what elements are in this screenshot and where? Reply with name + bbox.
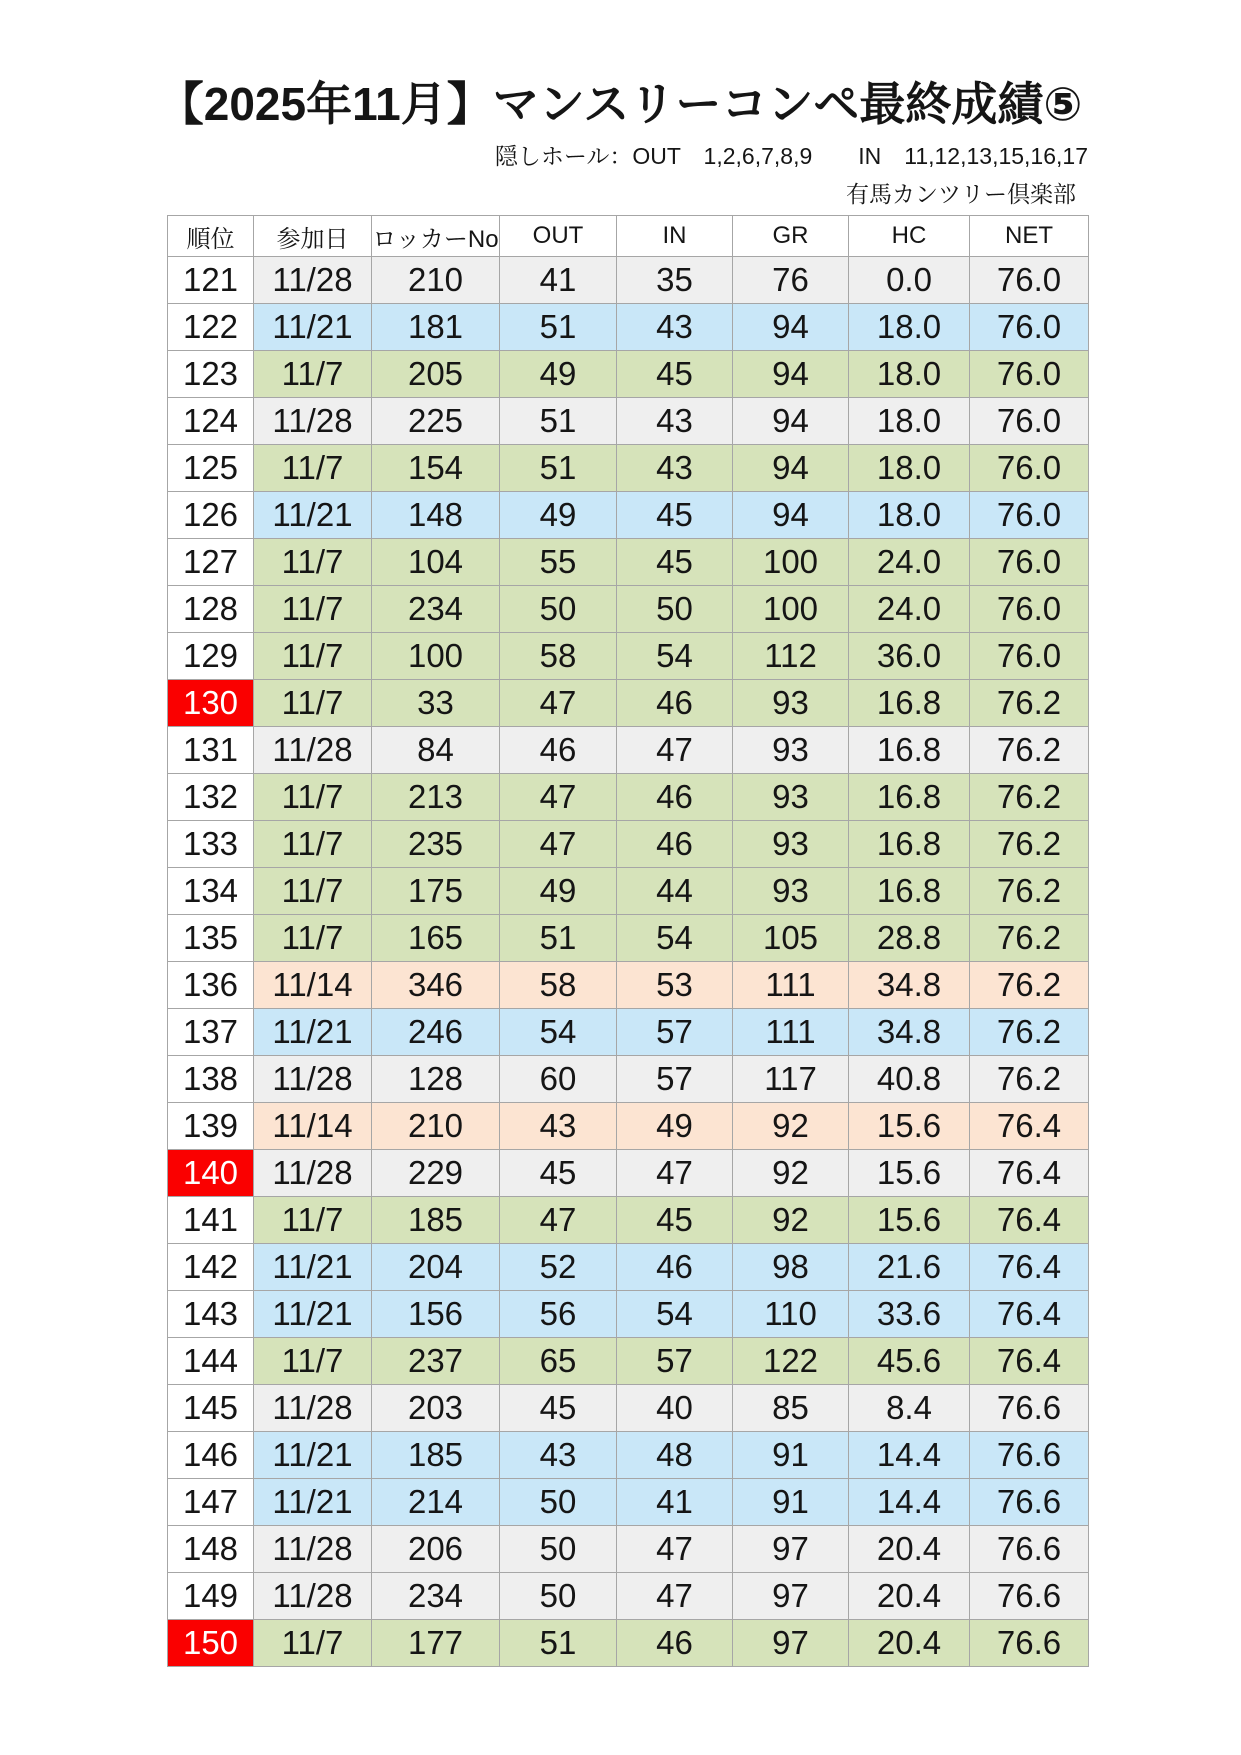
cell-in: 41 [617,1479,733,1526]
cell-in: 57 [617,1009,733,1056]
cell-in: 45 [617,1197,733,1244]
cell-date: 11/7 [254,539,372,586]
cell-net: 76.0 [970,492,1089,539]
column-header-hc: HC [849,216,970,257]
cell-net: 76.0 [970,257,1089,304]
cell-locker: 225 [372,398,500,445]
cell-gr: 97 [733,1620,849,1667]
cell-in: 45 [617,492,733,539]
cell-in: 43 [617,445,733,492]
cell-hc: 15.6 [849,1103,970,1150]
cell-rank: 147 [168,1479,254,1526]
cell-in: 47 [617,1150,733,1197]
cell-date: 11/7 [254,680,372,727]
cell-date: 11/28 [254,1385,372,1432]
cell-gr: 112 [733,633,849,680]
cell-date: 11/21 [254,1009,372,1056]
cell-in: 46 [617,680,733,727]
cell-locker: 204 [372,1244,500,1291]
cell-locker: 229 [372,1150,500,1197]
cell-locker: 104 [372,539,500,586]
cell-gr: 93 [733,868,849,915]
cell-gr: 94 [733,304,849,351]
cell-gr: 93 [733,680,849,727]
cell-locker: 234 [372,586,500,633]
cell-rank: 134 [168,868,254,915]
cell-hc: 8.4 [849,1385,970,1432]
cell-gr: 100 [733,586,849,633]
cell-date: 11/7 [254,445,372,492]
cell-gr: 93 [733,727,849,774]
cell-locker: 156 [372,1291,500,1338]
table-row [168,1526,1089,1573]
cell-out: 58 [500,633,617,680]
cell-out: 45 [500,1385,617,1432]
cell-rank: 130 [168,680,254,727]
cell-locker: 100 [372,633,500,680]
cell-gr: 93 [733,821,849,868]
table-row [168,586,1089,633]
cell-gr: 97 [733,1526,849,1573]
cell-net: 76.6 [970,1479,1089,1526]
cell-net: 76.4 [970,1150,1089,1197]
cell-rank: 121 [168,257,254,304]
cell-rank: 124 [168,398,254,445]
cell-rank: 142 [168,1244,254,1291]
cell-net: 76.2 [970,868,1089,915]
cell-rank: 144 [168,1338,254,1385]
cell-rank: 150 [168,1620,254,1667]
cell-locker: 234 [372,1573,500,1620]
cell-in: 49 [617,1103,733,1150]
cell-net: 76.0 [970,445,1089,492]
cell-gr: 105 [733,915,849,962]
cell-out: 47 [500,774,617,821]
table-row [168,962,1089,1009]
cell-hc: 24.0 [849,586,970,633]
cell-in: 45 [617,351,733,398]
cell-rank: 133 [168,821,254,868]
cell-date: 11/21 [254,1479,372,1526]
cell-locker: 237 [372,1338,500,1385]
table-row [168,304,1089,351]
cell-out: 56 [500,1291,617,1338]
cell-out: 51 [500,304,617,351]
cell-in: 47 [617,727,733,774]
cell-hc: 34.8 [849,1009,970,1056]
cell-rank: 126 [168,492,254,539]
cell-out: 43 [500,1432,617,1479]
column-header-locker: ロッカーNo [372,216,500,257]
results-table [167,215,1089,1667]
cell-out: 49 [500,868,617,915]
cell-rank: 125 [168,445,254,492]
cell-date: 11/21 [254,1291,372,1338]
cell-out: 51 [500,1620,617,1667]
cell-date: 11/7 [254,633,372,680]
cell-date: 11/28 [254,1526,372,1573]
table-row [168,492,1089,539]
table-row [168,1009,1089,1056]
cell-out: 49 [500,351,617,398]
table-row [168,1103,1089,1150]
cell-net: 76.0 [970,398,1089,445]
hidden-holes-subtitle: 隠しホール：OUT 1,2,6,7,8,9 IN 11,12,13,15,16,17 [494,143,1088,169]
cell-net: 76.4 [970,1244,1089,1291]
cell-in: 57 [617,1338,733,1385]
cell-out: 46 [500,727,617,774]
cell-locker: 246 [372,1009,500,1056]
cell-out: 60 [500,1056,617,1103]
cell-gr: 92 [733,1197,849,1244]
cell-rank: 139 [168,1103,254,1150]
table-row [168,633,1089,680]
table-row [168,398,1089,445]
cell-in: 47 [617,1573,733,1620]
cell-date: 11/28 [254,727,372,774]
table-row [168,774,1089,821]
cell-date: 11/14 [254,962,372,1009]
table-row [168,351,1089,398]
cell-locker: 213 [372,774,500,821]
cell-rank: 123 [168,351,254,398]
cell-locker: 33 [372,680,500,727]
cell-in: 45 [617,539,733,586]
cell-date: 11/7 [254,821,372,868]
cell-hc: 15.6 [849,1197,970,1244]
column-header-net: NET [970,216,1089,257]
column-header-out: OUT [500,216,617,257]
cell-out: 43 [500,1103,617,1150]
table-row [168,1056,1089,1103]
cell-net: 76.2 [970,774,1089,821]
cell-net: 76.2 [970,821,1089,868]
cell-gr: 122 [733,1338,849,1385]
cell-out: 47 [500,821,617,868]
cell-rank: 140 [168,1150,254,1197]
cell-date: 11/7 [254,1338,372,1385]
cell-locker: 148 [372,492,500,539]
column-header-rank: 順位 [168,216,254,257]
cell-in: 46 [617,1620,733,1667]
table-row [168,257,1089,304]
cell-out: 50 [500,586,617,633]
table-row [168,915,1089,962]
cell-out: 47 [500,680,617,727]
cell-gr: 111 [733,1009,849,1056]
cell-out: 51 [500,915,617,962]
table-row [168,821,1089,868]
cell-locker: 185 [372,1432,500,1479]
cell-gr: 92 [733,1150,849,1197]
cell-date: 11/7 [254,915,372,962]
cell-net: 76.2 [970,1009,1089,1056]
cell-date: 11/7 [254,1620,372,1667]
cell-locker: 210 [372,257,500,304]
cell-net: 76.6 [970,1526,1089,1573]
cell-in: 43 [617,398,733,445]
cell-in: 54 [617,1291,733,1338]
cell-hc: 16.8 [849,727,970,774]
cell-locker: 84 [372,727,500,774]
cell-net: 76.0 [970,351,1089,398]
cell-in: 46 [617,1244,733,1291]
cell-rank: 132 [168,774,254,821]
cell-out: 47 [500,1197,617,1244]
cell-hc: 33.6 [849,1291,970,1338]
cell-net: 76.2 [970,915,1089,962]
cell-hc: 28.8 [849,915,970,962]
cell-date: 11/28 [254,1150,372,1197]
cell-hc: 16.8 [849,774,970,821]
cell-hc: 20.4 [849,1526,970,1573]
cell-gr: 94 [733,351,849,398]
cell-date: 11/21 [254,492,372,539]
cell-rank: 149 [168,1573,254,1620]
cell-hc: 0.0 [849,257,970,304]
cell-rank: 135 [168,915,254,962]
cell-in: 35 [617,257,733,304]
cell-in: 40 [617,1385,733,1432]
cell-locker: 128 [372,1056,500,1103]
cell-locker: 205 [372,351,500,398]
cell-locker: 154 [372,445,500,492]
table-row [168,1197,1089,1244]
cell-in: 47 [617,1526,733,1573]
cell-date: 11/21 [254,1244,372,1291]
table-row [168,539,1089,586]
cell-rank: 143 [168,1291,254,1338]
cell-hc: 16.8 [849,821,970,868]
cell-date: 11/7 [254,774,372,821]
cell-gr: 94 [733,445,849,492]
cell-hc: 36.0 [849,633,970,680]
cell-hc: 24.0 [849,539,970,586]
cell-locker: 175 [372,868,500,915]
cell-hc: 40.8 [849,1056,970,1103]
cell-in: 46 [617,774,733,821]
cell-in: 54 [617,633,733,680]
cell-in: 57 [617,1056,733,1103]
cell-net: 76.4 [970,1103,1089,1150]
cell-date: 11/7 [254,1197,372,1244]
cell-out: 41 [500,257,617,304]
table-row [168,1432,1089,1479]
cell-out: 49 [500,492,617,539]
cell-locker: 235 [372,821,500,868]
cell-hc: 18.0 [849,492,970,539]
column-header-date: 参加日 [254,216,372,257]
cell-hc: 21.6 [849,1244,970,1291]
cell-locker: 177 [372,1620,500,1667]
cell-date: 11/7 [254,868,372,915]
cell-out: 50 [500,1526,617,1573]
cell-date: 11/28 [254,398,372,445]
cell-gr: 93 [733,774,849,821]
cell-hc: 15.6 [849,1150,970,1197]
cell-locker: 206 [372,1526,500,1573]
column-header-in: IN [617,216,733,257]
cell-locker: 165 [372,915,500,962]
cell-gr: 111 [733,962,849,1009]
table-row [168,1385,1089,1432]
cell-out: 50 [500,1573,617,1620]
cell-date: 11/28 [254,1573,372,1620]
cell-rank: 138 [168,1056,254,1103]
cell-date: 11/14 [254,1103,372,1150]
cell-net: 76.2 [970,962,1089,1009]
cell-gr: 91 [733,1432,849,1479]
cell-gr: 98 [733,1244,849,1291]
cell-net: 76.2 [970,1056,1089,1103]
cell-gr: 85 [733,1385,849,1432]
cell-locker: 346 [372,962,500,1009]
cell-net: 76.0 [970,539,1089,586]
table-row [168,1573,1089,1620]
cell-hc: 34.8 [849,962,970,1009]
cell-rank: 137 [168,1009,254,1056]
cell-out: 58 [500,962,617,1009]
column-header-gr: GR [733,216,849,257]
cell-out: 54 [500,1009,617,1056]
table-row [168,1479,1089,1526]
cell-gr: 110 [733,1291,849,1338]
cell-date: 11/7 [254,351,372,398]
cell-out: 55 [500,539,617,586]
cell-gr: 97 [733,1573,849,1620]
table-row [168,868,1089,915]
cell-net: 76.2 [970,727,1089,774]
cell-hc: 18.0 [849,351,970,398]
cell-gr: 91 [733,1479,849,1526]
cell-in: 44 [617,868,733,915]
club-name: 有馬カンツリー倶楽部 [846,181,1076,207]
cell-hc: 16.8 [849,868,970,915]
table-row [168,680,1089,727]
cell-net: 76.6 [970,1432,1089,1479]
cell-net: 76.0 [970,586,1089,633]
cell-hc: 16.8 [849,680,970,727]
cell-hc: 14.4 [849,1432,970,1479]
cell-gr: 94 [733,398,849,445]
table-header-row [168,216,1089,257]
cell-rank: 146 [168,1432,254,1479]
cell-rank: 141 [168,1197,254,1244]
cell-net: 76.6 [970,1573,1089,1620]
cell-date: 11/28 [254,257,372,304]
table-row [168,727,1089,774]
cell-rank: 148 [168,1526,254,1573]
cell-rank: 136 [168,962,254,1009]
cell-net: 76.6 [970,1620,1089,1667]
cell-out: 50 [500,1479,617,1526]
cell-out: 65 [500,1338,617,1385]
cell-hc: 18.0 [849,304,970,351]
cell-rank: 128 [168,586,254,633]
table-row [168,1338,1089,1385]
cell-locker: 185 [372,1197,500,1244]
table-row [168,445,1089,492]
cell-hc: 18.0 [849,398,970,445]
cell-hc: 18.0 [849,445,970,492]
cell-net: 76.6 [970,1385,1089,1432]
cell-locker: 210 [372,1103,500,1150]
cell-locker: 214 [372,1479,500,1526]
cell-date: 11/21 [254,1432,372,1479]
table-row [168,1291,1089,1338]
table-row [168,1244,1089,1291]
cell-date: 11/21 [254,304,372,351]
cell-date: 11/28 [254,1056,372,1103]
cell-hc: 45.6 [849,1338,970,1385]
cell-in: 46 [617,821,733,868]
cell-gr: 76 [733,257,849,304]
cell-net: 76.4 [970,1338,1089,1385]
table-row [168,1150,1089,1197]
cell-rank: 131 [168,727,254,774]
cell-in: 53 [617,962,733,1009]
cell-net: 76.0 [970,304,1089,351]
cell-gr: 100 [733,539,849,586]
cell-net: 76.4 [970,1197,1089,1244]
table-row [168,1620,1089,1667]
cell-out: 51 [500,445,617,492]
cell-hc: 20.4 [849,1620,970,1667]
cell-rank: 145 [168,1385,254,1432]
cell-in: 48 [617,1432,733,1479]
cell-in: 43 [617,304,733,351]
page-title: 【2025年11月】マンスリーコンペ最終成績⑤ [157,78,1083,130]
cell-gr: 92 [733,1103,849,1150]
cell-hc: 20.4 [849,1573,970,1620]
cell-gr: 94 [733,492,849,539]
cell-locker: 181 [372,304,500,351]
cell-net: 76.0 [970,633,1089,680]
cell-in: 50 [617,586,733,633]
table-body [168,257,1089,1667]
cell-out: 45 [500,1150,617,1197]
cell-out: 52 [500,1244,617,1291]
cell-net: 76.2 [970,680,1089,727]
cell-date: 11/7 [254,586,372,633]
cell-net: 76.4 [970,1291,1089,1338]
cell-out: 51 [500,398,617,445]
cell-in: 54 [617,915,733,962]
cell-rank: 122 [168,304,254,351]
cell-hc: 14.4 [849,1479,970,1526]
cell-rank: 127 [168,539,254,586]
cell-locker: 203 [372,1385,500,1432]
cell-rank: 129 [168,633,254,680]
cell-gr: 117 [733,1056,849,1103]
